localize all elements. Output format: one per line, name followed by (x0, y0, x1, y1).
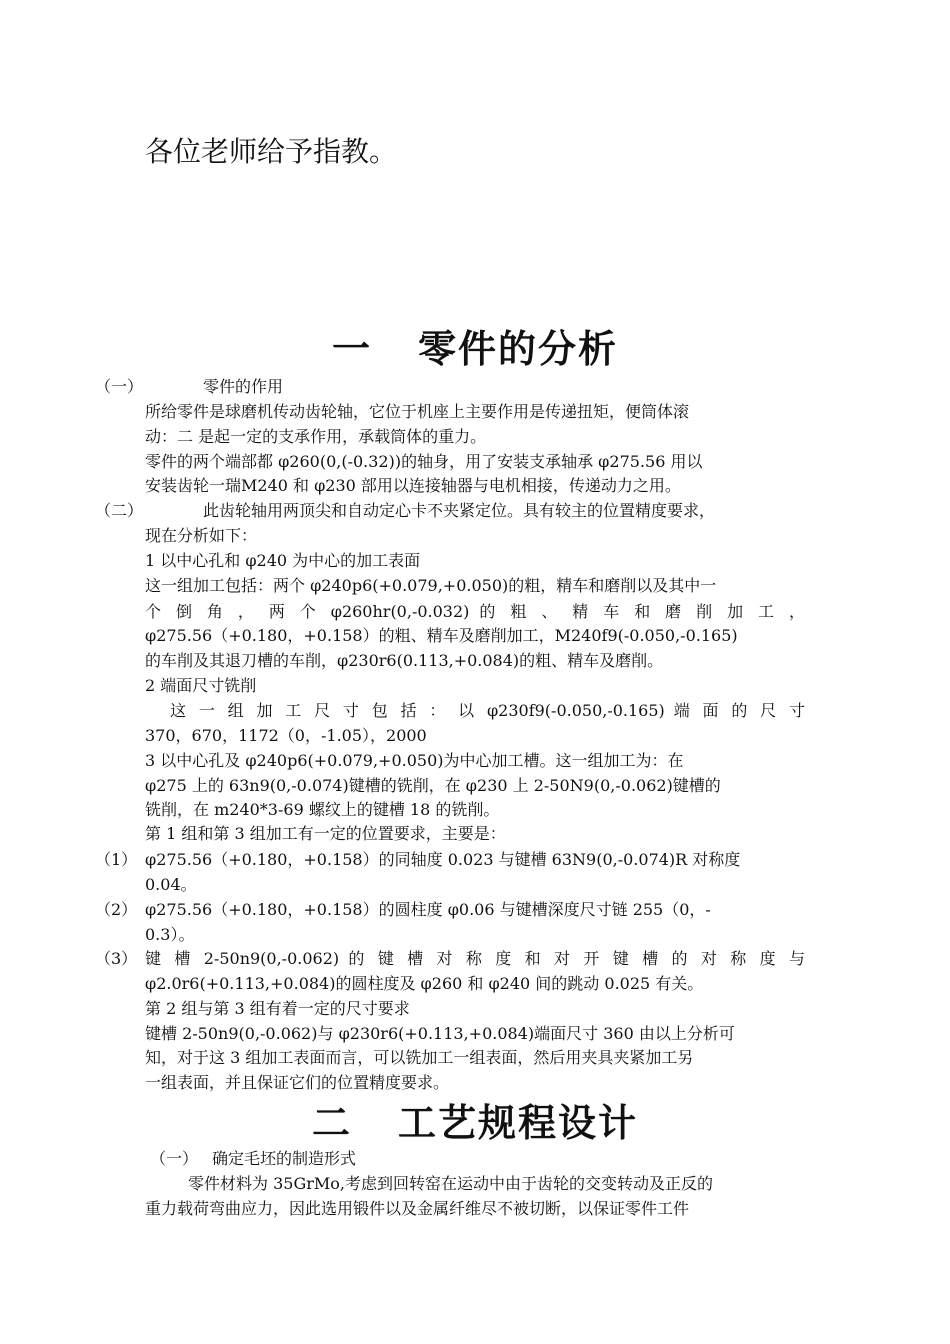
paragraph-line: 所给零件是球磨机传动齿轮轴，它位于机座上主要作用是传递扭矩，便筒体滚 (145, 402, 690, 421)
paragraph-line: 一组表面，并且保证它们的位置精度要求。 (145, 1073, 450, 1092)
paragraph-line: 2 端面尺寸铣削 (145, 676, 257, 695)
subsection-2-1-marker: （一） (150, 1149, 199, 1168)
item-3-line: 键 槽 2-50n9(0,-0.062) 的 键 槽 对 称 度 和 对 开 键 槽 的 对 称 度 与 (145, 949, 805, 968)
section-2-heading (0, 1099, 950, 1147)
paragraph-line: 这一组加工包括：两个 φ240p6(+0.079,+0.050)的粗，精车和磨削以及其中一 (145, 576, 717, 595)
intro-line: 各位老师给予指教。 (145, 135, 398, 168)
paragraph-line: 3 以中心孔及 φ240p6(+0.079,+0.050)为中心加工槽。这一组加工为：在 (145, 751, 684, 770)
subsection-2-1-title: 确定毛坯的制造形式 (212, 1149, 357, 1168)
item-3-line: φ2.0r6(+0.113,+0.084)的圆柱度及 φ260 和 φ240 间的跳动 0.025 有关。 (145, 974, 704, 993)
subsection-1-1-marker: （一） (95, 377, 144, 396)
paragraph-line: 知，对于这 3 组加工表面而言，可以铣加工一组表面，然后用夹具夹紧加工另 (145, 1048, 694, 1067)
paragraph-line: 现在分析如下： (145, 526, 258, 545)
subsection-1-1-title: 零件的作用 (203, 377, 284, 396)
section-2-title: 工艺规程设计 (398, 1101, 639, 1145)
item-2-line: 0.3）。 (145, 925, 195, 944)
paragraph-line: 的车削及其退刀槽的车削，φ230r6(0.113,+0.084)的粗、精车及磨削。 (145, 651, 664, 670)
item-1-line: φ275.56（+0.180，+0.158）的同轴度 0.023 与键槽 63N9(0,-0.074)R 对称度 (145, 850, 741, 869)
item-1-marker: （1） (95, 850, 138, 869)
paragraph-line: 第 2 组与第 3 组有着一定的尺寸要求 (145, 999, 410, 1018)
paragraph-line: 个 倒 角 ， 两 个 φ260hr(0,-0.032) 的 粗 、 精 车 和 磨 削 加 工 ， (145, 602, 805, 621)
paragraph-line: 370，670，1172（0，-1.05），2000 (145, 726, 427, 745)
paragraph-line: 动：二 是起一定的支承作用，承载筒体的重力。 (145, 427, 487, 446)
item-1-line: 0.04。 (145, 875, 197, 894)
paragraph-line: 1 以中心孔和 φ240 为中心的加工表面 (145, 551, 421, 570)
item-2-line: φ275.56（+0.180，+0.158）的圆柱度 φ0.06 与键槽深度尺寸链 255（0，- (145, 900, 711, 919)
paragraph-line: 零件的两个端部都 φ260(0,(-0.32))的轴身，用了安装支承轴承 φ275.56 用以 (145, 452, 703, 471)
paragraph-line: 零件材料为 35GrMo,考虑到回转窑在运动中由于齿轮的交变转动及正反的 (188, 1174, 713, 1193)
item-2-marker: （2） (95, 900, 138, 919)
subsection-1-2-marker: （二） (95, 501, 144, 520)
section-1-title: 零件的分析 (418, 327, 619, 371)
section-1-number: 一 (331, 327, 372, 371)
paragraph-line: 键槽 2-50n9(0,-0.062)与 φ230r6(+0.113,+0.084)端面尺寸 360 由以上分析可 (145, 1024, 735, 1043)
paragraph-line: 重力载荷弯曲应力，因此选用锻件以及金属纤维尽不被切断，以保证零件工件 (145, 1199, 690, 1218)
item-3-marker: （3） (95, 949, 138, 968)
paragraph-line: 安装齿轮一瑞M240 和 φ230 部用以连接轴器与电机相接，传递动力之用。 (145, 476, 681, 495)
subsection-1-2-title: 此齿轮轴用两顶尖和自动定心卡不夹紧定位。具有较主的位置精度要求， (203, 501, 716, 520)
section-1-heading (0, 325, 950, 373)
paragraph-line: 这 一 组 加 工 尺 寸 包 括 ： 以 φ230f9(-0.050,-0.165) 端 面 的 尺 寸 (170, 701, 805, 720)
paragraph-line: φ275.56（+0.180，+0.158）的粗、精车及磨削加工，M240f9(-0.050,-0.165) (145, 626, 738, 645)
paragraph-line: 铣削，在 m240*3-69 螺纹上的键槽 18 的铣削。 (145, 800, 500, 819)
paragraph-line: φ275 上的 63n9(0,-0.074)键槽的铣削，在 φ230 上 2-50N9(0,-0.062)键槽的 (145, 776, 721, 795)
paragraph-line: 第 1 组和第 3 组加工有一定的位置要求，主要是： (145, 824, 506, 843)
section-2-number: 二 (311, 1101, 352, 1145)
